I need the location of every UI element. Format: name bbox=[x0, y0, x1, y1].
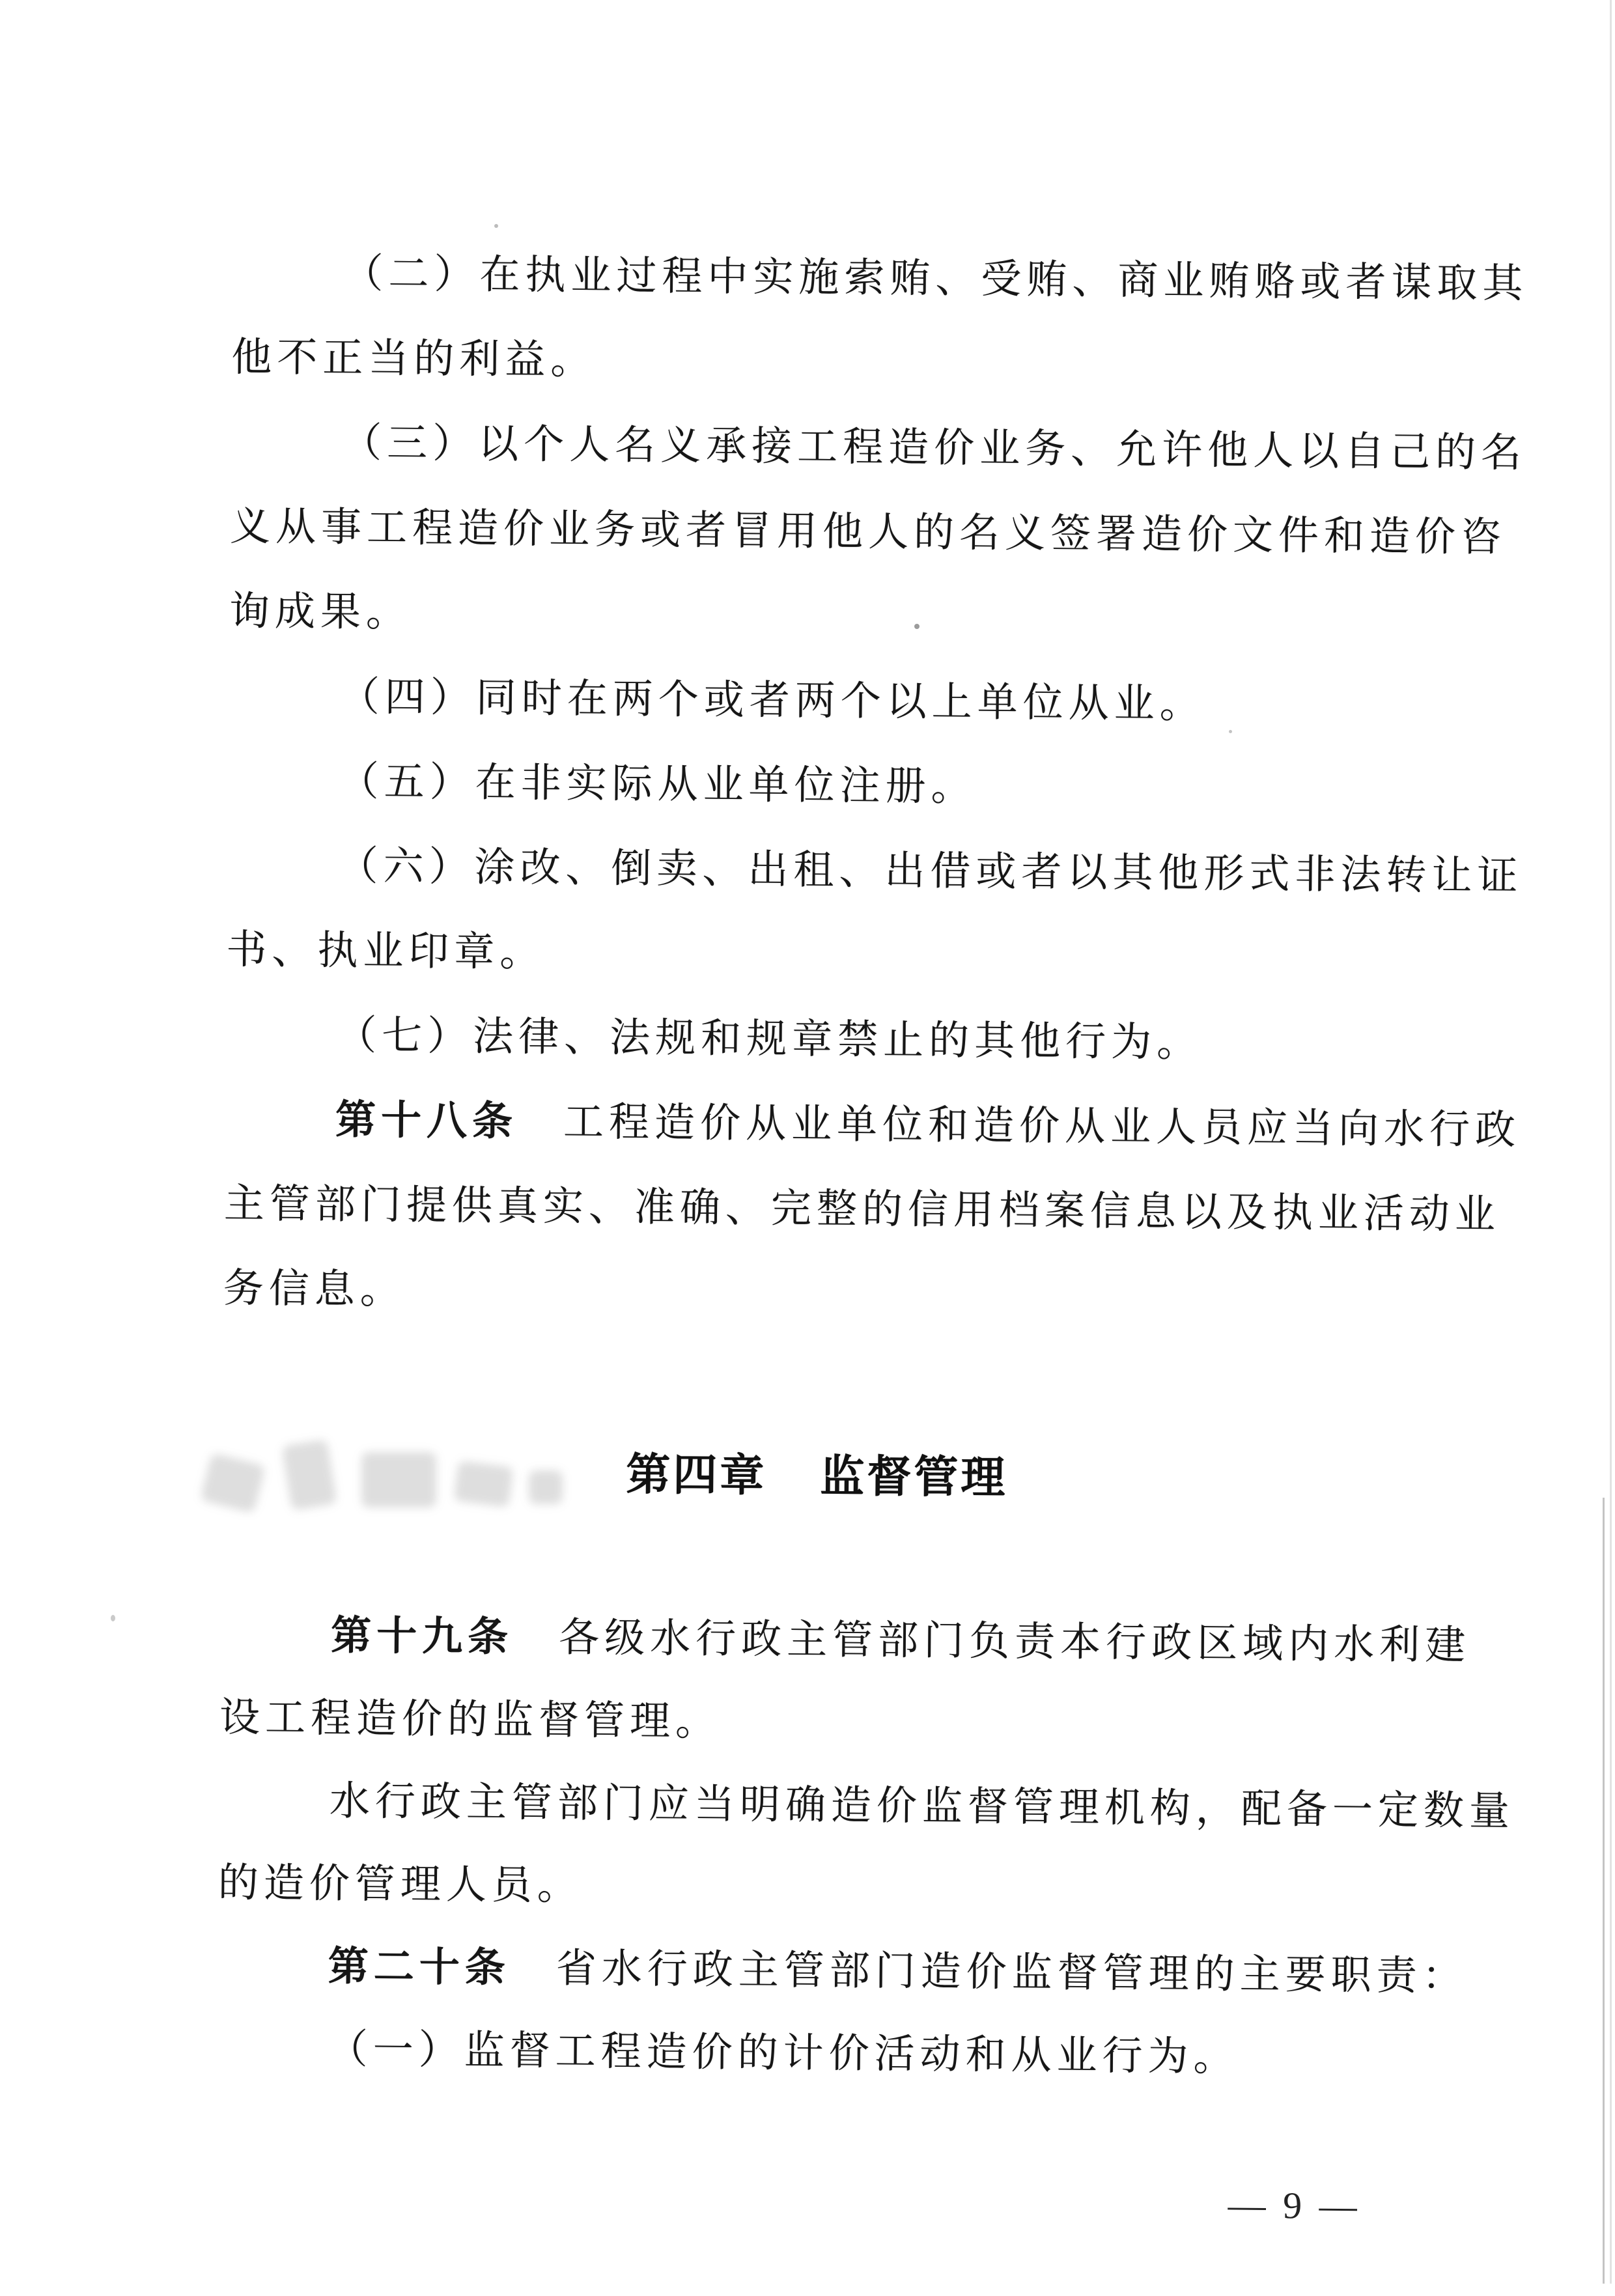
line-text: 他不正当的利益。 bbox=[231, 335, 597, 383]
line-text: 设工程造价的监督管理。 bbox=[219, 1696, 722, 1744]
document-line bbox=[225, 1099, 1521, 1151]
document-line bbox=[219, 1698, 722, 1743]
line-text: 工程造价从业单位和造价从业人员应当向水行政 bbox=[517, 1099, 1521, 1153]
line-text: （二）在执业过程中实施索贿、受贿、商业贿赂或者谋取其 bbox=[343, 251, 1528, 307]
document-line bbox=[229, 589, 412, 636]
document-line bbox=[231, 337, 597, 381]
document-line bbox=[223, 1182, 1501, 1238]
document-line bbox=[229, 505, 1507, 561]
document-line bbox=[227, 759, 977, 810]
line-text: 水行政主管部门应当明确造价监督管理机构，配备一定数量 bbox=[329, 1779, 1515, 1834]
line-text: （三）以个人名义承接工程造价业务、允许他人以自己的名 bbox=[341, 421, 1527, 476]
line-text: 义从事工程造价业务或者冒用他人的名义签署造价文件和造价咨 bbox=[229, 505, 1507, 561]
line-text: 务信息。 bbox=[223, 1267, 406, 1313]
document-line bbox=[227, 845, 1523, 897]
line-text: 的造价管理人员。 bbox=[218, 1860, 583, 1909]
line-text: （七）法律、法规和规章禁止的其他行为。 bbox=[335, 1013, 1203, 1066]
document-line bbox=[229, 676, 1205, 725]
line-text: （四）同时在两个或者两个以上单位从业。 bbox=[339, 675, 1206, 727]
document-line bbox=[216, 2028, 1239, 2078]
document-line bbox=[231, 421, 1527, 476]
document-line bbox=[226, 930, 546, 973]
article-number: 第十九条 bbox=[330, 1613, 514, 1660]
article-number: 第二十条 bbox=[328, 1944, 511, 1991]
document-line bbox=[225, 1013, 1203, 1066]
chapter-heading bbox=[626, 1449, 1008, 1503]
line-text: 书、执业印章。 bbox=[226, 928, 546, 975]
article-number: 第十八条 bbox=[335, 1097, 518, 1144]
document-line bbox=[219, 1780, 1515, 1832]
document-line bbox=[223, 1267, 406, 1313]
document-line bbox=[220, 1615, 1470, 1666]
chapter-label: 第四章 bbox=[626, 1449, 767, 1501]
page-number: — 9 — bbox=[1228, 2183, 1361, 2228]
line-text: 省水行政主管部门造价监督管理的主要职责： bbox=[510, 1946, 1468, 1999]
document-line bbox=[218, 1860, 583, 1909]
line-text: 各级水行政主管部门负责本行政区域内水利建 bbox=[513, 1615, 1471, 1668]
document-line bbox=[217, 1946, 1467, 1997]
line-text: （五）在非实际从业单位注册。 bbox=[338, 759, 977, 810]
chapter-title: 监督管理 bbox=[820, 1451, 1008, 1503]
line-text: （六）涂改、倒卖、出租、出借或者以其他形式非法转让证 bbox=[337, 844, 1523, 899]
document-line bbox=[232, 251, 1528, 307]
line-text: 主管部门提供真实、准确、完整的信用档案信息以及执业活动业 bbox=[223, 1182, 1501, 1238]
line-text: （一）监督工程造价的计价活动和从业行为。 bbox=[327, 2027, 1239, 2080]
line-text: 询成果。 bbox=[229, 589, 412, 636]
